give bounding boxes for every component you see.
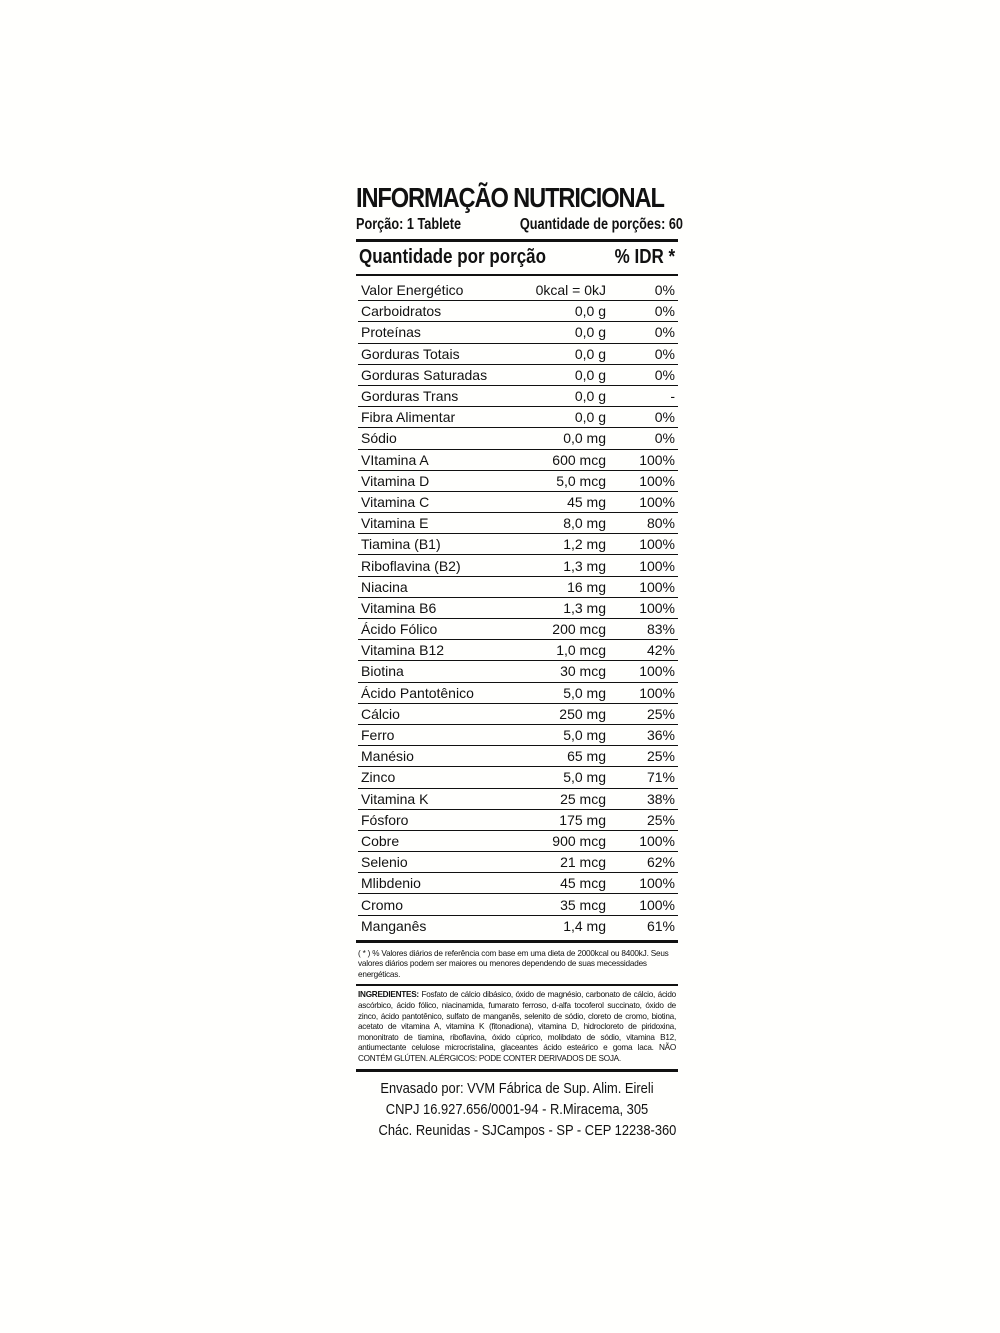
nutrient-idr: 100% xyxy=(639,684,675,701)
nutrient-quantity: 25 mcg xyxy=(560,790,606,807)
nutrient-name: Selenio xyxy=(361,854,408,871)
table-row xyxy=(358,471,678,492)
nutrient-name: Vitamina B12 xyxy=(361,642,445,659)
nutrient-quantity: 900 mcg xyxy=(552,832,606,849)
nutrient-name: Biotina xyxy=(361,663,404,680)
nutrient-name: Riboflavina (B2) xyxy=(361,557,461,574)
table-row xyxy=(358,894,678,915)
table-row xyxy=(358,386,678,407)
nutrient-idr: 71% xyxy=(646,769,675,786)
footer-line: Envasado por: VVM Fábrica de Sup. Alim. Eireli xyxy=(380,1080,654,1098)
nutrient-name: Mlibdenio xyxy=(361,875,421,892)
table-row xyxy=(358,873,678,894)
nutrient-idr: 0% xyxy=(654,366,675,383)
table-header xyxy=(356,242,678,272)
nutrient-idr: - xyxy=(670,388,675,405)
nutrient-table xyxy=(356,280,678,936)
nutrient-quantity: 1,3 mg xyxy=(563,599,606,616)
nutrient-name: Ferro xyxy=(361,727,395,744)
nutrient-quantity: 600 mcg xyxy=(552,451,606,468)
table-row xyxy=(358,322,678,343)
nutrient-name: Vitamina B6 xyxy=(361,599,437,616)
nutrient-idr: 0% xyxy=(654,430,675,447)
nutrient-name: VItamina A xyxy=(361,451,429,468)
nutrient-idr: 25% xyxy=(646,811,675,828)
nutrient-idr: 100% xyxy=(639,536,675,553)
nutrient-name: Vitamina D xyxy=(361,472,430,489)
nutrient-idr: 100% xyxy=(639,451,675,468)
table-row xyxy=(358,280,678,301)
table-row xyxy=(358,450,678,471)
nutrient-idr: 38% xyxy=(646,790,675,807)
table-row xyxy=(358,513,678,534)
table-row xyxy=(358,344,678,365)
nutrient-idr: 62% xyxy=(646,854,675,871)
nutrient-idr: 100% xyxy=(639,663,675,680)
table-row xyxy=(358,767,678,788)
table-row xyxy=(358,661,678,682)
ingredients-text: Fosfato de cálcio dibásico, óxido de magnésio, carbonato de cálcio, ácido ascórbico, ácido fólico, niacinamida, fumarato ferroso, d-alfa tocoferol succinato, óxido de zinco, ácido pantotênico, sulfato de manganês, selenito de sódio, cloreto de cromo, biotina, acetato de vitamina A, vitamina K (fitonadiona), vitamina D, hidrocloreto de piridoxina, mononitrato de tiamina, riboflavina, óxido cúprico, molibdato de sódio, vitamina B12, antiumectante celulose microcristalina, glaceantes ácido esteárico e goma laca. NÃO CONTÉM GLÚTEN. ALÉRGICOS: PODE CONTER DERIVADOS DE SOJA. xyxy=(358,990,676,1063)
nutrient-quantity: 1,3 mg xyxy=(563,557,606,574)
nutrient-quantity: 250 mg xyxy=(559,705,606,722)
table-row xyxy=(358,810,678,831)
nutrient-name: Gorduras Trans xyxy=(361,388,459,405)
table-row xyxy=(358,577,678,598)
table-row xyxy=(358,725,678,746)
nutrient-idr: 25% xyxy=(646,705,675,722)
nutrient-name: Carboidratos xyxy=(361,303,442,320)
nutrient-quantity: 35 mcg xyxy=(560,896,606,913)
table-row xyxy=(358,365,678,386)
nutrient-name: Sódio xyxy=(361,430,397,447)
ingredients xyxy=(356,986,678,1069)
nutrient-quantity: 0,0 g xyxy=(574,366,606,383)
nutrient-quantity: 1,2 mg xyxy=(563,536,606,553)
table-row xyxy=(358,789,678,810)
header-idr: % IDR * xyxy=(614,245,675,268)
nutrient-idr: 0% xyxy=(654,282,675,299)
nutrient-idr: 100% xyxy=(639,896,675,913)
table-row xyxy=(358,407,678,428)
table-row xyxy=(358,640,678,661)
nutrient-quantity: 0,0 mg xyxy=(563,430,606,447)
nutrient-idr: 80% xyxy=(646,515,675,532)
table-row xyxy=(358,534,678,555)
nutrient-quantity: 0,0 g xyxy=(574,409,606,426)
nutrient-name: Ácido Fólico xyxy=(361,621,438,638)
divider xyxy=(356,274,678,276)
nutrient-quantity: 16 mg xyxy=(567,578,606,595)
table-row xyxy=(358,619,678,640)
nutrient-idr: 0% xyxy=(654,303,675,320)
nutrient-name: Gorduras Saturadas xyxy=(361,366,488,383)
nutrient-quantity: 65 mg xyxy=(567,748,606,765)
nutrient-name: Fibra Alimentar xyxy=(361,409,456,426)
nutrient-quantity: 5,0 mcg xyxy=(556,472,606,489)
table-row xyxy=(358,831,678,852)
portion-info xyxy=(356,215,684,235)
table-row xyxy=(358,598,678,619)
packer-info xyxy=(356,1072,678,1141)
nutrient-quantity: 1,0 mcg xyxy=(556,642,606,659)
nutrient-idr: 100% xyxy=(639,599,675,616)
nutrient-name: Valor Energético xyxy=(361,282,464,299)
portion-size: Porção: 1 Tablete xyxy=(356,216,462,233)
header-amount: Quantidade por porção xyxy=(359,245,547,268)
nutrient-quantity: 1,4 mg xyxy=(563,917,606,934)
nutrient-name: Cálcio xyxy=(361,705,400,722)
ingredients-label: INGREDIENTES: xyxy=(358,990,419,1000)
nutrient-name: Fósforo xyxy=(361,811,409,828)
nutrient-idr: 36% xyxy=(646,727,675,744)
nutrient-quantity: 5,0 mg xyxy=(563,769,606,786)
nutrient-quantity: 0,0 g xyxy=(574,303,606,320)
nutrient-idr: 0% xyxy=(654,345,675,362)
nutrient-quantity: 0,0 g xyxy=(574,345,606,362)
nutrient-quantity: 45 mcg xyxy=(560,875,606,892)
nutrient-quantity: 8,0 mg xyxy=(563,515,606,532)
nutrient-idr: 61% xyxy=(646,917,675,934)
nutrient-name: Cobre xyxy=(361,832,400,849)
table-row xyxy=(358,683,678,704)
table-row xyxy=(358,301,678,322)
nutrient-quantity: 45 mg xyxy=(567,493,606,510)
nutrient-quantity: 175 mg xyxy=(559,811,606,828)
nutrient-idr: 25% xyxy=(646,748,675,765)
nutrient-quantity: 21 mcg xyxy=(560,854,606,871)
nutrient-idr: 0% xyxy=(654,409,675,426)
nutrient-name: Ácido Pantotênico xyxy=(361,684,474,701)
nutrient-name: Gorduras Totais xyxy=(361,345,460,362)
nutrient-quantity: 0,0 g xyxy=(574,388,606,405)
nutrient-idr: 100% xyxy=(639,493,675,510)
nutrient-idr: 42% xyxy=(646,642,675,659)
table-row xyxy=(358,852,678,873)
nutrient-idr: 100% xyxy=(639,875,675,892)
table-row xyxy=(358,704,678,725)
table-row xyxy=(358,916,678,936)
label-title: INFORMAÇÃO NUTRICIONAL xyxy=(356,182,664,213)
table-row xyxy=(358,492,678,513)
nutrient-quantity: 0,0 g xyxy=(574,324,606,341)
nutrient-idr: 100% xyxy=(639,557,675,574)
footer-line: CNPJ 16.927.656/0001-94 - R.Miracema, 305 xyxy=(385,1101,649,1119)
table-row xyxy=(358,555,678,576)
nutrient-quantity: 200 mcg xyxy=(552,621,606,638)
nutrient-idr: 100% xyxy=(639,578,675,595)
nutrient-quantity: 0kcal = 0kJ xyxy=(535,282,606,299)
nutrient-idr: 100% xyxy=(639,472,675,489)
nutrient-name: Manésio xyxy=(361,748,414,765)
nutrient-name: Tiamina (B1) xyxy=(361,536,441,553)
nutrient-quantity: 30 mcg xyxy=(560,663,606,680)
table-row xyxy=(358,746,678,767)
nutrient-name: Proteínas xyxy=(361,324,421,341)
nutrient-name: Manganês xyxy=(361,917,427,934)
nutrient-name: Vitamina C xyxy=(361,493,430,510)
nutrient-name: Zinco xyxy=(361,769,396,786)
nutrient-idr: 100% xyxy=(639,832,675,849)
nutrition-label xyxy=(356,182,684,1141)
nutrient-name: Vitamina E xyxy=(361,515,429,532)
table-row xyxy=(358,428,678,449)
nutrient-idr: 83% xyxy=(646,621,675,638)
nutrient-name: Cromo xyxy=(361,896,404,913)
nutrient-name: Niacina xyxy=(361,578,408,595)
nutrient-name: Vitamina K xyxy=(361,790,429,807)
nutrient-idr: 0% xyxy=(654,324,675,341)
footer-line: Chác. Reunidas - SJCampos - SP - CEP 12238-360 xyxy=(378,1122,677,1140)
servings-count: Quantidade de porções: 60 xyxy=(519,216,684,233)
idr-note: ( * ) % Valores diários de referência com base em uma dieta de 2000kcal ou 8400kJ. Seus valores diários podem ser maiores ou menores dependendo de suas mecessidades energéticas. xyxy=(358,948,669,979)
nutrient-quantity: 5,0 mg xyxy=(563,684,606,701)
nutrient-quantity: 5,0 mg xyxy=(563,727,606,744)
